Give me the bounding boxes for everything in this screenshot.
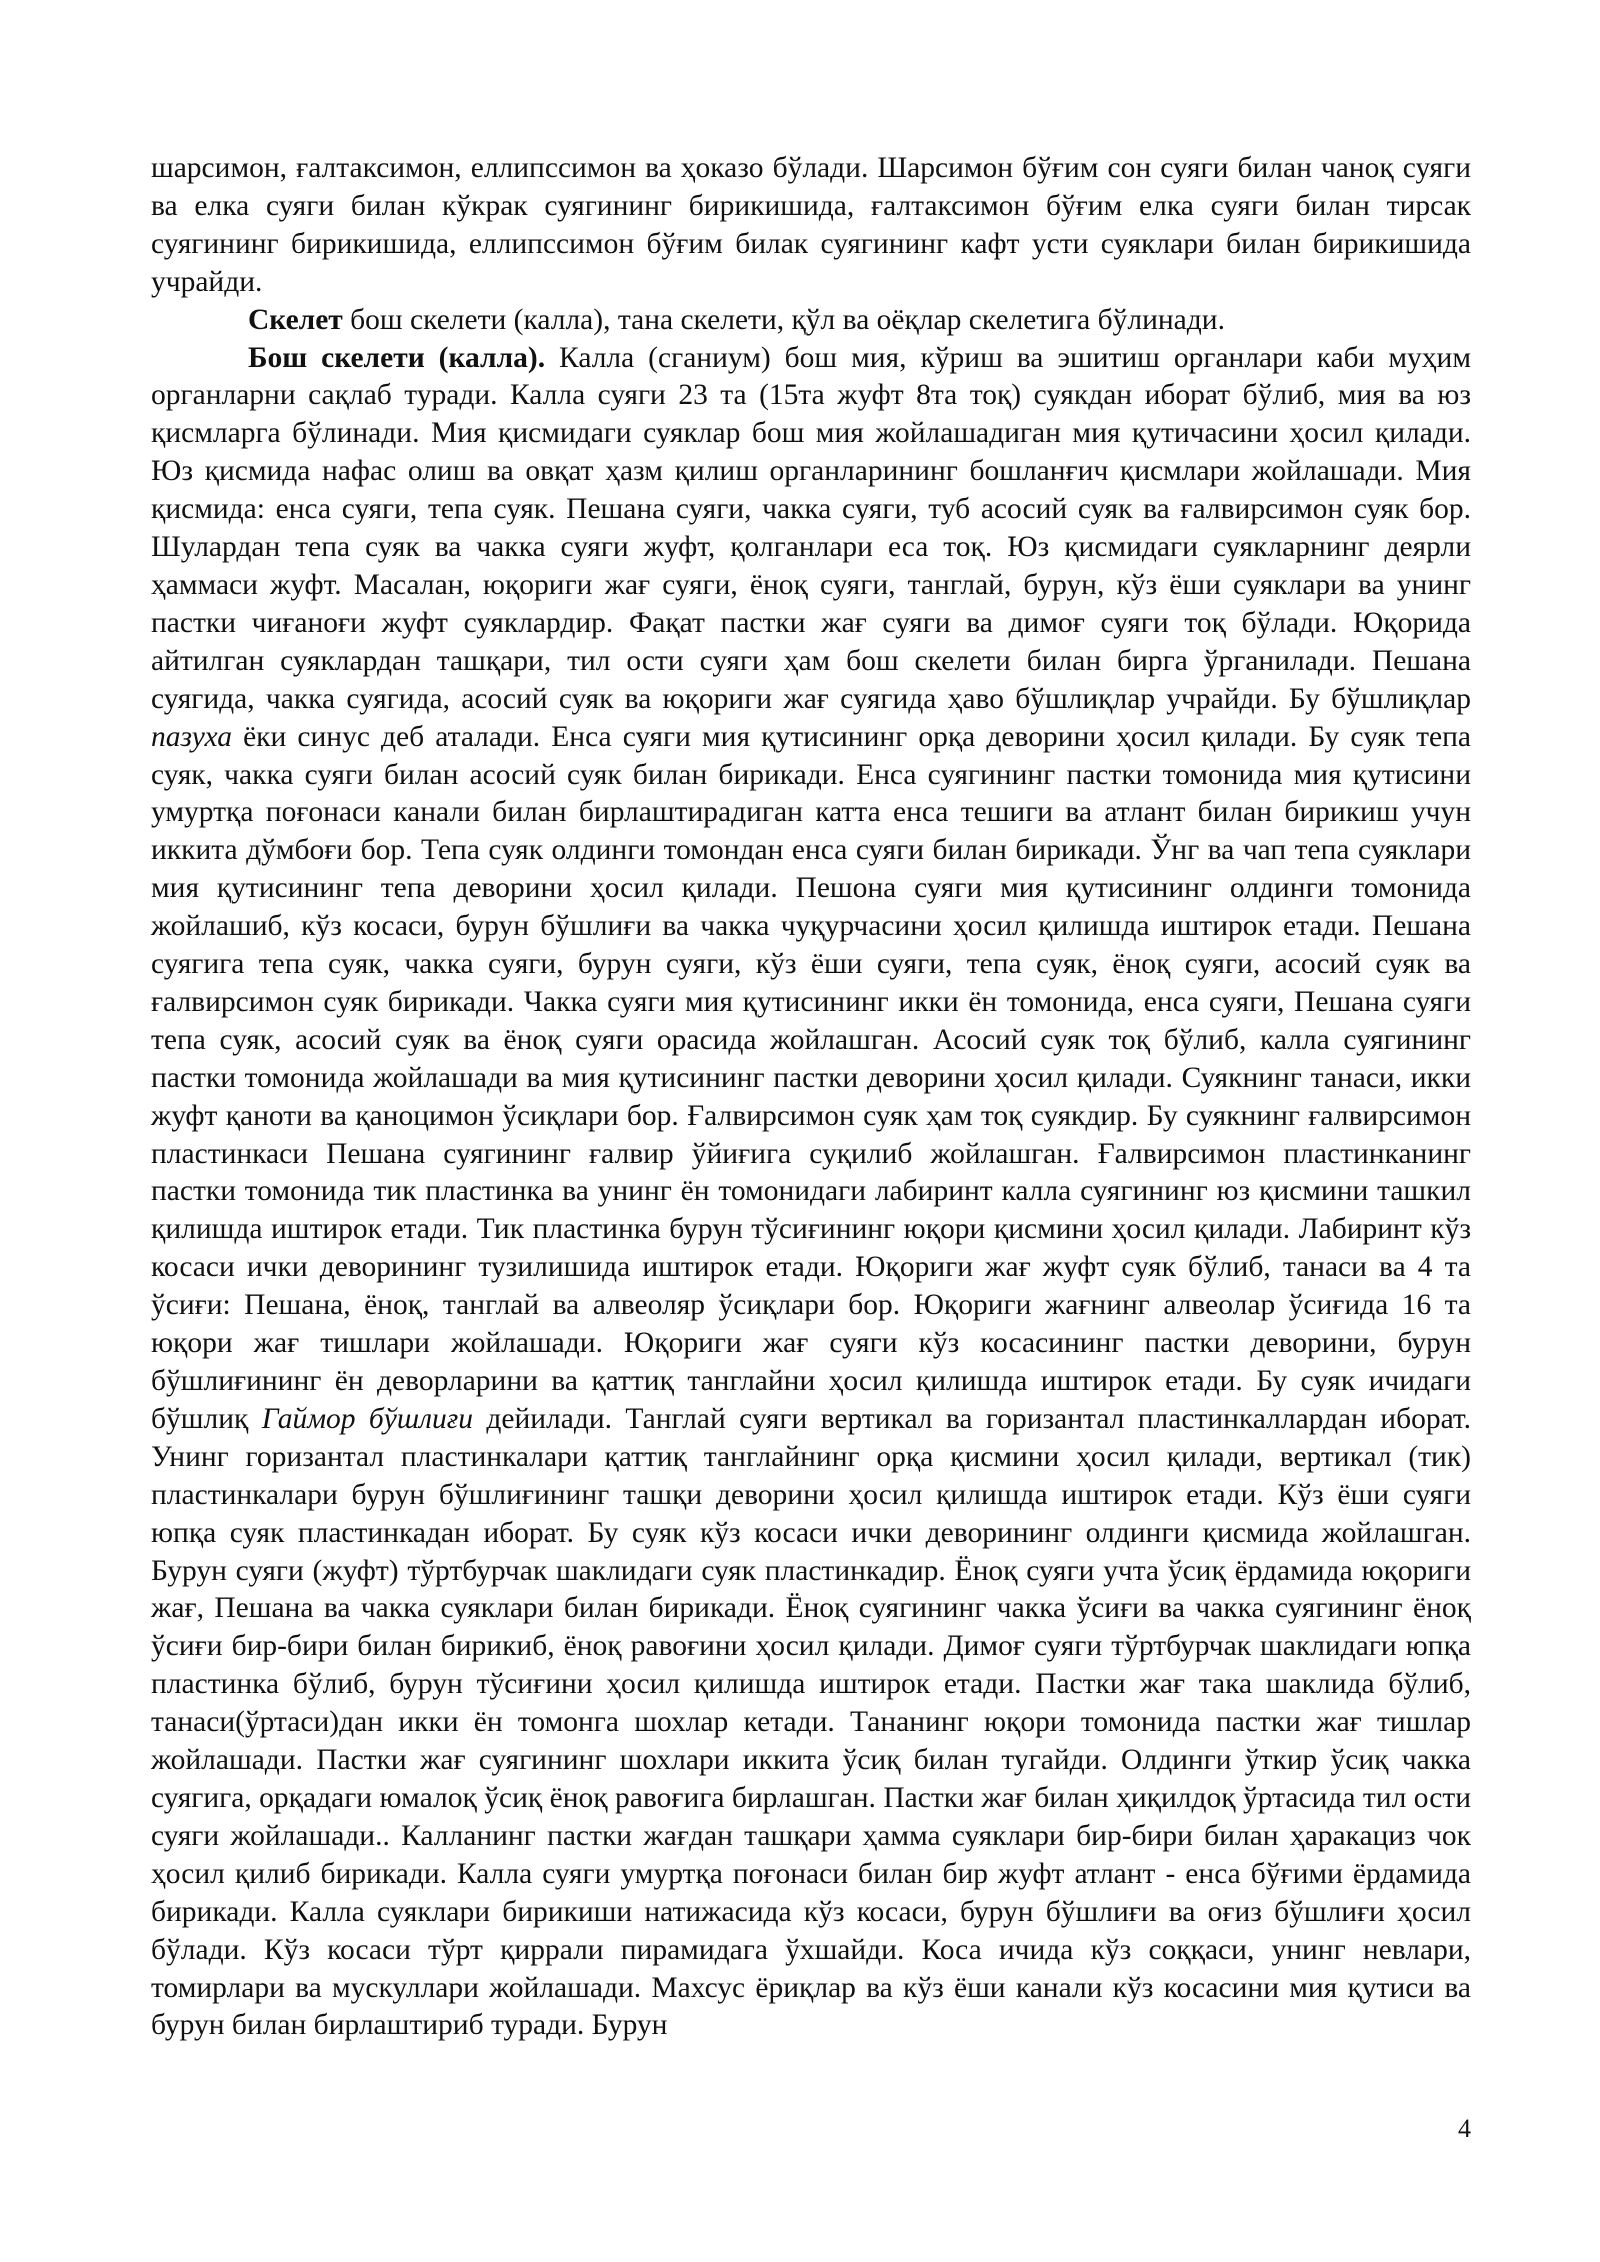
document-page <box>151 150 1471 2045</box>
term-skeleton: Скелет <box>248 303 343 336</box>
paragraph-skull <box>151 340 1471 2046</box>
section-heading-skull: Бош скелети (калла). <box>248 341 546 374</box>
document-body <box>151 150 1471 2045</box>
paragraph-skeleton <box>151 302 1471 340</box>
paragraph-text: Калла (сганиум) бош мия, кўриш ва эшитиш органлари каби муҳим органларни сақлаб туради. Калла суяги 23 та (15та жуфт 8та тоқ) суякдан иборат бўлиб, мия ва юз қисмларга бўлинади. Мия қисмидаги суяклар бош мия жойлашадиган мия қутичасини ҳосил қилади. Юз қисмида нафас олиш ва овқат ҳазм қилиш органларининг бошланғич қисмлари жойлашади. Мия қисмида: енса суяги, тепа суяк. Пешана суяги, чакка суяги, туб асосий суяк ва ғалвирсимон суяк бор. Шулардан тепа суяк ва чакка суяги жуфт, қолганлари еса тоқ. Юз қисмидаги суякларнинг деярли ҳаммаси жуфт. Масалан, юқориги жағ суяги, ёноқ суяги, танглай, бурун, кўз ёши суяклари ва унинг пастки чиғаноғи жуфт суяклардир. Фақат пастки жағ суяги ва димоғ суяги тоқ бўлади. Юқорида айтилган суяклардан ташқари, тил ости суяги ҳам бош скелети билан бирга ўрганилади. Пешана суягида, чакка суягида, асосий суяк ва юқориги жағ суягида ҳаво бўшлиқлар учрайди. Бу бўшлиқлар <box>151 341 1471 715</box>
paragraph-continued <box>151 150 1471 302</box>
paragraph-text: ёки синус деб аталади. Енса суяги мия қутисининг орқа деворини ҳосил қилади. Бу суяк тепа суяк, чакка суяги билан асосий суяк билан бирикади. Енса суягининг пастки томонида мия қутисини умуртқа поғонаси канали билан бирлаштирадиган катта енса тешиги ва атлант билан бирикиш учун иккита дўмбоғи бор. Тепа суяк олдинги томондан енса суяги билан бирикади. Ўнг ва чап тепа суяклари мия қутисининг тепа деворини ҳосил қилади. Пешона суяги мия қутисининг олдинги томонида жойлашиб, кўз косаси, бурун бўшлиғи ва чакка чуқурчасини ҳосил қилишда иштирок етади. Пешана суягига тепа суяк, чакка суяги, бурун суяги, кўз ёши суяги, тепа суяк, ёноқ суяги, асосий суяк ва ғалвирсимон суяк бирикади. Чакка суяги мия қутисининг икки ён томонида, енса суяги, Пешана суяги тепа суяк, асосий суяк ва ёноқ суяги орасида жойлашган. Асосий суяк тоқ бўлиб, калла суягининг пастки томонида жойлашади ва мия қутисининг пастки деворини ҳосил қилади. Суякнинг танаси, икки жуфт қаноти ва қаноцимон ўсиқлари бор. Ғалвирсимон суяк ҳам тоқ суякдир. Бу суякнинг ғалвирсимон пластинкаси Пешана суягининг ғалвир ўйиғига суқилиб жойлашган. Ғалвирсимон пластинканинг пастки томонида тик пластинка ва унинг ён томонидаги лабиринт калла суягининг юз қисмини ташкил қилишда иштирок етади. Тик пластинка бурун тўсиғининг юқори қисмини ҳосил қилади. Лабиринт кўз косаси ички деворининг тузилишида иштирок етади. Юқориги жағ жуфт суяк бўлиб, танаси ва 4 та ўсиғи: Пешана, ёноқ, танглай ва алвеоляр ўсиқлари бор. Юқориги жағнинг алвеолар ўсиғида 16 та юқори жағ тишлари жойлашади. Юқориги жағ суяги кўз косасининг пастки деворини, бурун бўшлиғининг ён деворларини ва қаттиқ танглайни ҳосил қилишда иштирок етади. Бу суяк ичидаги бўшлиқ <box>151 720 1471 1435</box>
page-number: 4 <box>1458 2114 1471 2143</box>
paragraph-text: дейилади. Танглай суяги вертикал ва горизантал пластинкаллардан иборат. Унинг горизантал пластинкалари қаттиқ танглайнинг орқа қисмини ҳосил қилади, вертикал (тик) пластинкалари бурун бўшлиғининг ташқи деворини ҳосил қилишда иштирок етади. Кўз ёши суяги юпқа суяк пластинкадан иборат. Бу суяк кўз косаси ички деворининг олдинги қисмида жойлашган. Бурун суяги (жуфт) тўртбурчак шаклидаги суяк пластинкадир. Ёноқ суяги учта ўсиқ ёрдамида юқориги жағ, Пешана ва чакка суяклари билан бирикади. Ёноқ суягининг чакка ўсиғи ва чакка суягининг ёноқ ўсиғи бир-бири билан бирикиб, ёноқ равоғини ҳосил қилади. Димоғ суяги тўртбурчак шаклидаги юпқа пластинка бўлиб, бурун тўсиғини ҳосил қилишда иштирок етади. Пастки жағ така шаклида бўлиб, танаси(ўртаси)дан икки ён томонга шохлар кетади. Тананинг юқори томонида пастки жағ тишлар жойлашади. Пастки жағ суягининг шохлари иккита ўсиқ билан тугайди. Олдинги ўткир ўсиқ чакка суягига, орқадаги юмалоқ ўсиқ ёноқ равоғига бирлашган. Пастки жағ билан ҳиқилдоқ ўртасида тил ости суяги жойлашади.. Калланинг пастки жағдан ташқари ҳамма суяклари бир-бири билан ҳаракациз чок ҳосил қилиб бирикади. Калла суяги умуртқа поғонаси билан бир жуфт атлант - енса бўғими ёрдамида бирикади. Калла суяклари бирикиши натижасида кўз косаси, бурун бўшлиғи ва оғиз бўшлиғи ҳосил бўлади. Кўз косаси тўрт қиррали пирамидага ўхшайди. Коса ичида кўз соққаси, унинг невлари, томирлари ва мускуллари жойлашади. Махсус ёриқлар ва кўз ёши канали кўз косасини мия қутиси ва бурун билан бирлаштириб туради. Бурун <box>151 1402 1471 2042</box>
paragraph-text: бош скелети (калла), тана скелети, қўл ва оёқлар скелетига бўлинади. <box>342 303 1225 336</box>
paragraph-text: шарсимон, ғалтаксимон, еллипссимон ва ҳоказо бўлади. Шарсимон бўғим сон суяги билан чаноқ суяги ва елка суяги билан кўкрак суягининг бирикишида, ғалтаксимон бўғим елка суяги билан тирсак суягининг бирикишида, еллипссимон бўғим билак суягининг кафт усти суяклари билан бирикишида учрайди. <box>151 152 1471 298</box>
term-pazukha: пазуха <box>151 720 232 753</box>
term-gaimor-cavity: Гаймор бўшлиғи <box>261 1402 473 1435</box>
